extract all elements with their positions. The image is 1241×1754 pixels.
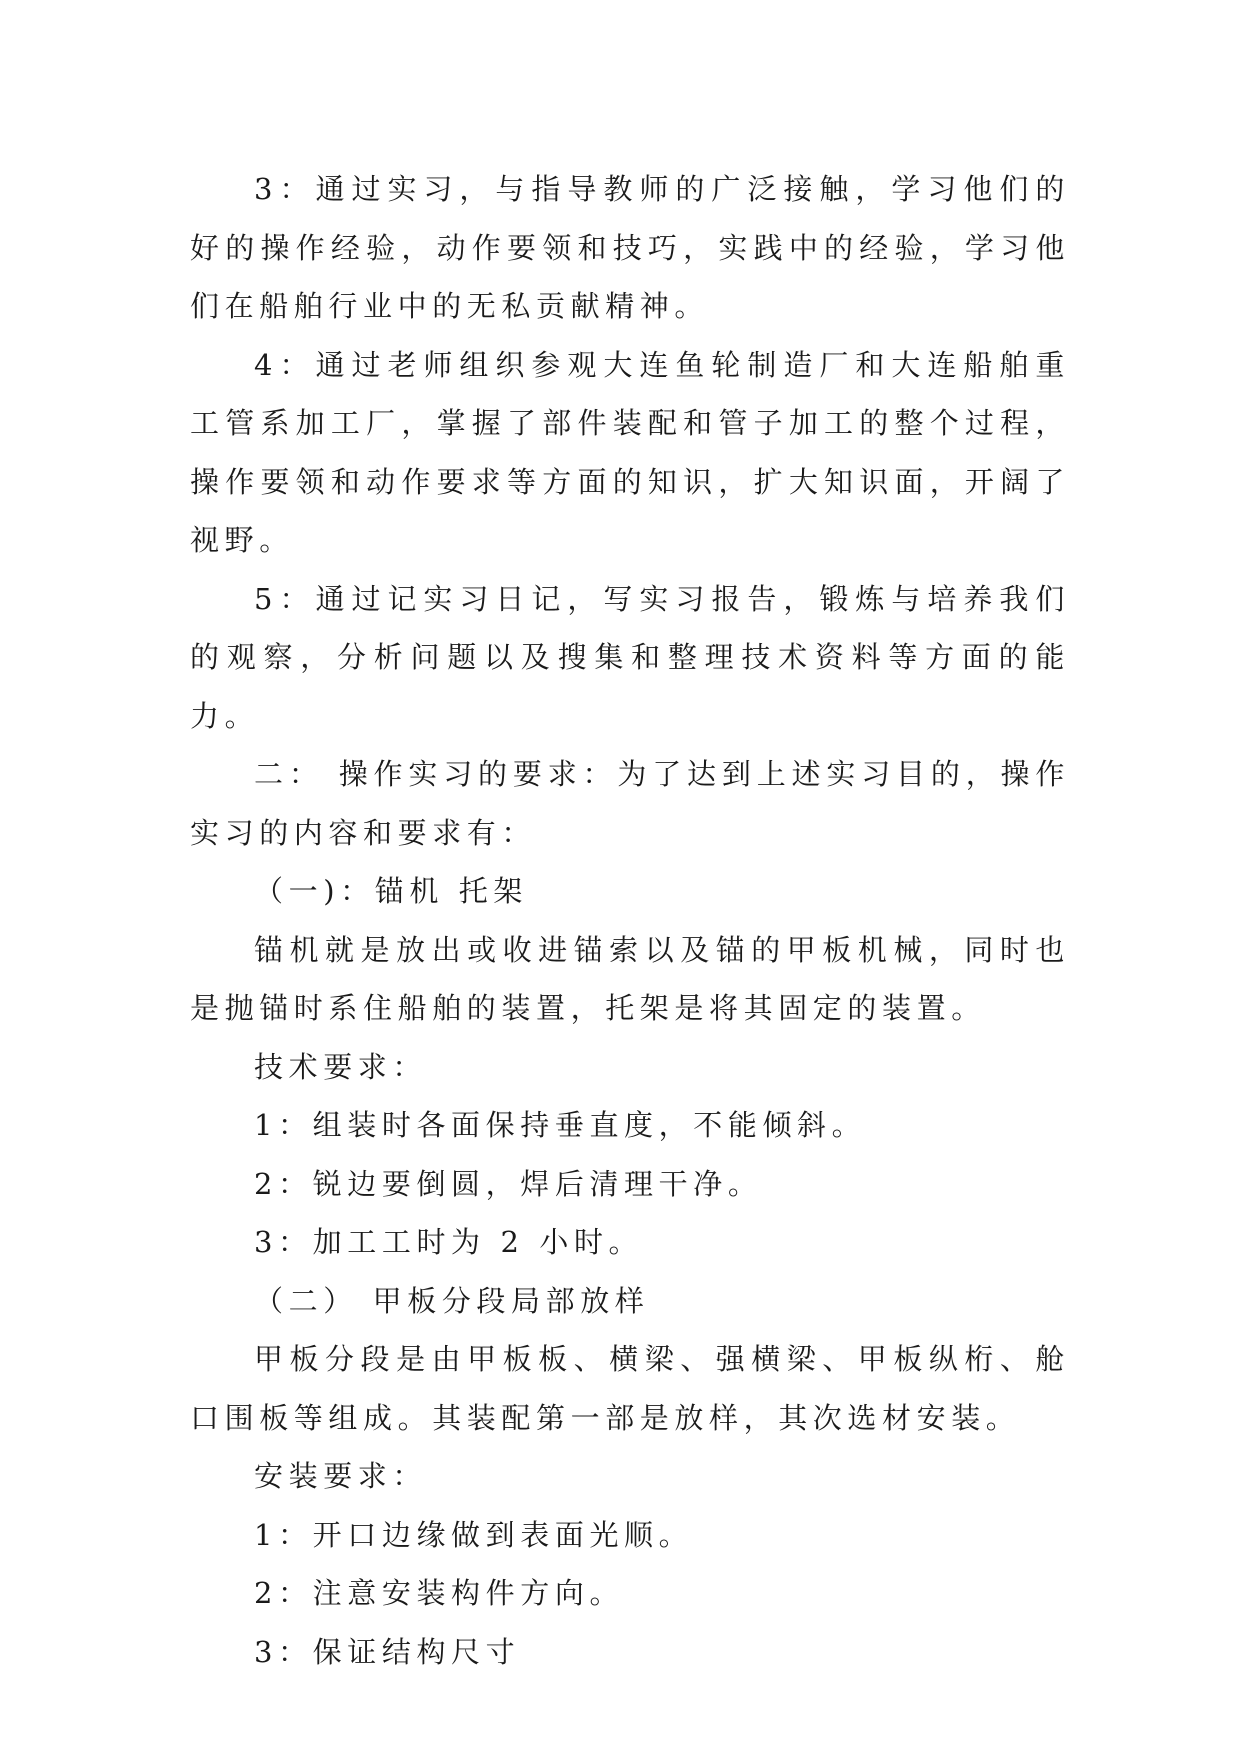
paragraph-deck-description: 甲板分段是由甲板板、横梁、强横梁、甲板纵桁、舱口围板等组成。其装配第一部是放样，其次选材安装。: [190, 1342, 1070, 1435]
requirement-item-2: 2：锐边要倒圆，焊后清理干净。: [254, 1166, 763, 1201]
paragraph-item-5: 5：通过记实习日记，写实习报告，锻炼与培养我们的观察，分析问题以及搜集和整理技术资料等方面的能力。: [190, 581, 1070, 733]
subsection-heading-deck-lofting: （二） 甲板分段局部放样: [254, 1283, 650, 1318]
section-heading-requirements: 二： 操作实习的要求：为了达到上述实习目的，操作实习的内容和要求有：: [190, 757, 1070, 850]
installation-item-2: 2：注意安装构件方向。: [254, 1576, 625, 1610]
installation-item-1: 1：开口边缘做到表面光顺。: [254, 1517, 694, 1552]
installation-requirements-label: 安装要求：: [254, 1459, 428, 1493]
paragraph-item-4: 4：通过老师组织参观大连鱼轮制造厂和大连船舶重工管系加工厂，掌握了部件装配和管子加工的整个过程，操作要领和动作要求等方面的知识，扩大知识面，开阔了视野。: [190, 347, 1070, 557]
document-body: [190, 160, 1070, 1681]
installation-item-3: 3：保证结构尺寸: [254, 1634, 521, 1669]
technical-requirements-label: 技术要求：: [254, 1049, 428, 1084]
paragraph-windlass-description: 锚机就是放出或收进锚索以及锚的甲板机械，同时也是抛锚时系住船舶的装置，托架是将其固定的装置。: [190, 932, 1070, 1025]
requirement-item-3: 3：加工工时为 2 小时。: [254, 1225, 644, 1259]
requirement-item-1: 1：组装时各面保持垂直度，不能倾斜。: [254, 1108, 867, 1142]
subsection-heading-windlass: （一)：锚机 托架: [254, 874, 528, 908]
paragraph-item-3: 3：通过实习，与指导教师的广泛接触，学习他们的好的操作经验，动作要领和技巧，实践中的经验，学习他们在船舶行业中的无私贡献精神。: [190, 172, 1070, 323]
